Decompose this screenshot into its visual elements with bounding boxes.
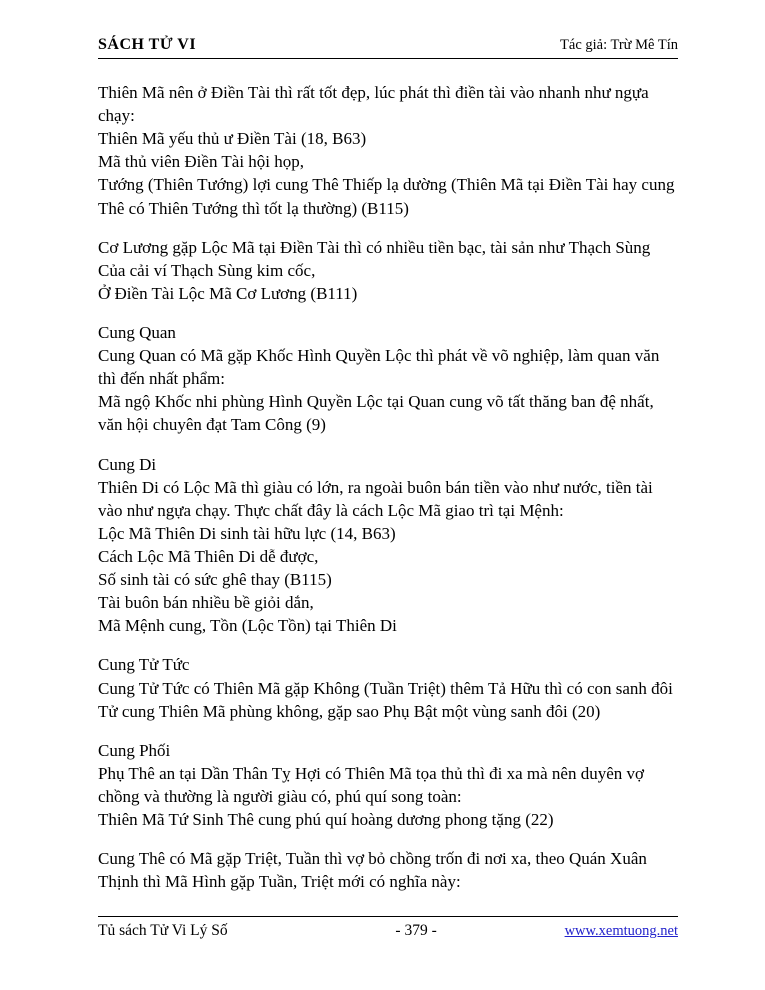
footer-website-link[interactable]: www.xemtuong.net <box>564 923 678 939</box>
section-heading: Cung Quan <box>98 322 176 342</box>
section-heading: Cung Phối <box>98 740 171 760</box>
text-block <box>98 653 678 722</box>
page-content <box>98 36 678 893</box>
block-spacer <box>98 437 678 453</box>
paragraph-line: Thiên Mã nên ở Điền Tài thì rất tốt đẹp, lúc phát thì điền tài vào nhanh như ngựa chạy: <box>98 83 649 126</box>
paragraph-line: Số sinh tài có sức ghê thay (B115) <box>98 570 332 590</box>
section-heading: Cung Di <box>98 454 157 474</box>
paragraph-line: Cách Lộc Mã Thiên Di dễ được, <box>98 546 319 566</box>
paragraph-line: Phụ Thê an tại Dần Thân Tỵ Hợi có Thiên Mã tọa thủ thì đi xa mà nên duyên vợ chồng và thường là người giàu có, phú quí song toàn: <box>98 763 644 806</box>
block-spacer <box>98 723 678 739</box>
paragraph-line: Cung Quan có Mã gặp Khốc Hình Quyền Lộc thì phát về võ nghiệp, làm quan văn thì đến nhất phẩm: <box>98 346 660 389</box>
text-block <box>98 453 678 638</box>
paragraph-line: Mã Mệnh cung, Tồn (Lộc Tồn) tại Thiên Di <box>98 616 397 636</box>
block-spacer <box>98 305 678 321</box>
body-text <box>98 81 678 893</box>
paragraph-line: Ở Điền Tài Lộc Mã Cơ Lương (B111) <box>98 283 358 303</box>
block-spacer <box>98 220 678 236</box>
page-footer <box>98 916 678 940</box>
text-block <box>98 321 678 437</box>
text-block <box>98 739 678 831</box>
paragraph-line: Thiên Mã yếu thủ ư Điền Tài (18, B63) <box>98 129 367 149</box>
block-spacer <box>98 637 678 653</box>
footer-publisher: Tủ sách Tử Vi Lý Số <box>98 922 228 939</box>
block-spacer <box>98 831 678 847</box>
text-block <box>98 81 678 220</box>
paragraph-line: Của cải ví Thạch Sùng kim cốc, <box>98 260 316 280</box>
paragraph-line: Tài buôn bán nhiều bề giỏi dắn, <box>98 593 314 613</box>
paragraph-line: Lộc Mã Thiên Di sinh tài hữu lực (14, B63) <box>98 523 396 543</box>
paragraph-line: Tử cung Thiên Mã phùng không, gặp sao Phụ Bật một vùng sanh đôi (20) <box>98 701 601 721</box>
text-block <box>98 236 678 305</box>
paragraph-line: Cung Thê có Mã gặp Triệt, Tuần thì vợ bỏ chồng trốn đi nơi xa, theo Quán Xuân Thịnh thì Mã Hình gặp Tuần, Triệt mới có nghĩa này: <box>98 849 647 892</box>
page-header <box>98 36 678 59</box>
paragraph-line: Thiên Mã Tứ Sinh Thê cung phú quí hoàng dương phong tặng (22) <box>98 810 554 830</box>
paragraph-line: Thiên Di có Lộc Mã thì giàu có lớn, ra ngoài buôn bán tiền vào như nước, tiền tài vào như ngựa chạy. Thực chất đây là cách Lộc Mã giao trì tại Mệnh: <box>98 477 653 520</box>
paragraph-line: Cơ Lương gặp Lộc Mã tại Điền Tài thì có nhiều tiền bạc, tài sản như Thạch Sùng <box>98 237 651 257</box>
section-heading: Cung Tử Tức <box>98 655 190 675</box>
page-number: - 379 - <box>395 922 437 939</box>
text-block <box>98 847 678 893</box>
book-author: Tác giả: Trừ Mê Tín <box>560 37 678 53</box>
paragraph-line: Cung Tử Tức có Thiên Mã gặp Không (Tuần Triệt) thêm Tả Hữu thì có con sanh đôi <box>98 678 673 698</box>
paragraph-line: Mã thủ viên Điền Tài hội họp, <box>98 152 305 172</box>
paragraph-line: Tướng (Thiên Tướng) lợi cung Thê Thiếp lạ dường (Thiên Mã tại Điền Tài hay cung Thê có Thiên Tướng thì tốt lạ thường) (B115) <box>98 175 675 218</box>
paragraph-line: Mã ngộ Khốc nhi phùng Hình Quyền Lộc tại Quan cung võ tất thăng ban đệ nhất, văn hội chuyên đạt Tam Công (9) <box>98 392 654 435</box>
book-title: SÁCH TỬ VI <box>98 36 197 53</box>
